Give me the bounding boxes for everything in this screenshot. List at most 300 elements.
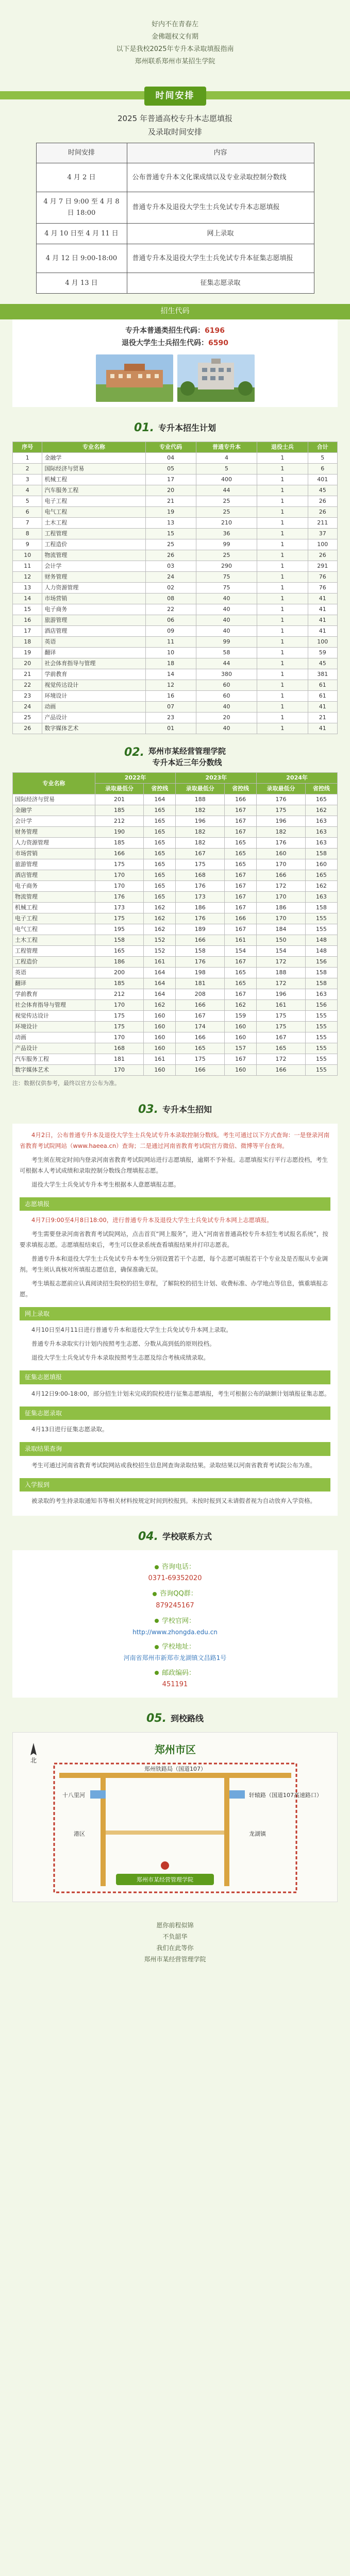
plan-cell: 12 [13,572,42,583]
scores-row [13,870,338,881]
scores-cell: 175 [257,805,306,816]
plan-cell: 旅游管理 [42,615,145,626]
scores-cell: 185 [95,805,144,816]
phone-label [20,1562,330,1573]
section-number: 03. [138,1103,158,1116]
contact-box [12,1550,338,1698]
scores-cell: 165 [225,968,257,978]
plan-cell: 1 [257,637,308,648]
scores-cell: 167 [257,1032,306,1043]
scores-cell: 166 [257,1065,306,1076]
scores-cell: 167 [176,1011,225,1022]
section-title: 学校联系方式 [162,1531,212,1541]
plan-cell: 40 [196,723,257,734]
policy-subheading: 录取结果查询 [20,1442,330,1455]
scores-cell: 会计学 [13,816,95,827]
scores-cell: 168 [95,1043,144,1054]
plan-cell: 电子商务 [42,604,145,615]
plan-cell: 381 [308,669,337,680]
scores-cell: 155 [305,1054,337,1065]
plan-cell: 41 [308,604,337,615]
scores-cell: 201 [95,794,144,805]
plan-cell: 08 [145,594,196,604]
scores-cell: 162 [144,903,176,913]
policy-paragraph: 考生填报志愿前应认真阅读招生院校的招生章程，了解院校的招生计划、收费标准、办学地点等信息，慎重填报志愿。 [20,1279,328,1298]
plan-cell: 金融学 [42,453,145,464]
scores-cell: 176 [176,957,225,968]
plan-cell: 20 [196,713,257,723]
schedule-time: 4 月 13 日 [36,273,127,294]
scores-row [13,805,338,816]
policy-subheading: 征集志愿录取 [20,1406,330,1420]
scores-cell: 170 [95,870,144,881]
scores-cell: 170 [95,881,144,892]
scores-cell: 165 [144,816,176,827]
scores-row [13,859,338,870]
plan-cell: 01 [145,723,196,734]
scores-cell: 175 [257,1022,306,1032]
schedule-row [36,273,314,294]
plan-cell: 3 [13,474,42,485]
qq-label [20,1588,330,1600]
plan-row [13,518,338,529]
plan-cell: 14 [13,594,42,604]
scores-cell: 166 [225,794,257,805]
schedule-content: 普通专升本及退役大学生士兵免试专升本志愿填报 [127,192,314,224]
scores-head-year: 2022年 [95,773,176,784]
plan-cell: 人力资源管理 [42,583,145,594]
plan-cell: 1 [257,518,308,529]
scores-cell: 148 [305,946,337,957]
plan-row [13,485,338,496]
scores-head-row [13,773,338,784]
scores-cell: 182 [176,805,225,816]
scores-cell: 160 [305,859,337,870]
plan-cell: 1 [257,702,308,713]
scores-cell: 189 [176,924,225,935]
scores-row [13,1011,338,1022]
plan-cell: 44 [196,485,257,496]
outro-line: 不负韶华 [162,1933,188,1941]
scores-cell: 175 [95,859,144,870]
scores-cell: 动画 [13,1032,95,1043]
scores-cell: 161 [144,1054,176,1065]
campus-photos [19,354,331,402]
road-top: 郑州铁路局（国道107） [144,1766,206,1773]
scores-cell: 168 [176,870,225,881]
scores-cell: 162 [305,805,337,816]
scores-cell: 208 [176,989,225,1000]
scores-cell: 155 [305,1022,337,1032]
scores-cell: 162 [305,881,337,892]
scores-cell: 198 [176,968,225,978]
plan-cell: 61 [308,680,337,691]
plan-cell: 5 [13,496,42,507]
scores-cell: 188 [257,968,306,978]
plan-row [13,637,338,648]
scores-cell: 186 [257,903,306,913]
plan-cell: 76 [308,583,337,594]
plan-cell: 41 [308,702,337,713]
scores-cell: 167 [225,870,257,881]
plan-cell: 09 [145,626,196,637]
schedule-time: 4 月 10 日至 4 月 11 日 [36,224,127,244]
policy-paragraph: 退役大学生士兵免试专升本考生根据本人意愿填报志愿。 [31,1180,180,1188]
plan-cell: 数字媒体艺术 [42,723,145,734]
plan-cell: 6 [308,464,337,474]
plan-row [13,626,338,637]
plan-col-header: 退役士兵 [257,442,308,453]
plan-cell: 5 [196,464,257,474]
scores-cell: 172 [257,957,306,968]
plan-cell: 1 [257,648,308,658]
scores-cell: 164 [144,978,176,989]
plan-cell: 工程造价 [42,539,145,550]
plan-cell: 41 [308,615,337,626]
scores-cell: 学前教育 [13,989,95,1000]
outro-block [0,1902,350,1988]
code-line [19,325,331,337]
section-number: 02. [124,746,144,759]
scores-cell: 212 [95,989,144,1000]
scores-cell: 165 [305,794,337,805]
plan-cell: 15 [13,604,42,615]
plan-cell: 45 [308,485,337,496]
scores-row [13,838,338,849]
scores-cell: 158 [305,903,337,913]
plan-row [13,604,338,615]
scores-cell: 166 [176,1000,225,1011]
scores-cell: 155 [305,924,337,935]
plan-cell: 4 [196,453,257,464]
scores-cell: 155 [305,913,337,924]
plan-cell: 40 [196,626,257,637]
policy-paragraph: 被录取的考生持录取通知书等相关材料按规定时间到校报到。未按时报到又未请假者视为自动放弃入学资格。 [31,1497,316,1504]
plan-cell: 401 [308,474,337,485]
scores-cell: 184 [257,924,306,935]
phone-value[interactable]: 0371-69352020 [148,1574,202,1583]
scores-row [13,1043,338,1054]
scores-cell: 166 [176,1065,225,1076]
section-title [148,745,226,768]
schedule-content: 公布普通专升本文化课成绩以及专业录取控制分数线 [127,163,314,192]
scores-cell: 167 [225,1054,257,1065]
plan-cell: 59 [308,648,337,658]
scores-cell: 165 [225,978,257,989]
scores-cell: 166 [95,849,144,859]
plan-row [13,680,338,691]
scores-cell: 163 [305,838,337,849]
scores-cell: 176 [95,892,144,903]
stop-b: 轩辕路（国道107高速路口） [249,1792,322,1799]
chat-icon [153,1592,157,1596]
plan-cell: 6 [13,507,42,518]
plan-cell: 03 [145,561,196,572]
plan-cell: 400 [196,474,257,485]
plan-cell: 210 [196,518,257,529]
plan-cell: 291 [308,561,337,572]
scores-cell: 167 [176,849,225,859]
section-title-line2: 专升本近三年分数线 [152,758,222,768]
site-label-text: 学校官网： [161,1617,195,1625]
scores-cell: 155 [305,1011,337,1022]
section-title: 到校路线 [170,1713,204,1723]
scores-cell: 160 [144,1022,176,1032]
postcode-label-text: 邮政编码： [161,1669,195,1677]
plan-cell: 02 [145,583,196,594]
scores-cell: 172 [257,881,306,892]
scores-cell: 163 [305,892,337,903]
scores-cell: 167 [225,989,257,1000]
plan-cell: 04 [145,453,196,464]
scores-cell: 174 [176,1022,225,1032]
schedule-time: 4 月 2 日 [36,163,127,192]
scores-cell: 212 [95,816,144,827]
policy-subheading: 志愿填报 [20,1197,330,1211]
plan-cell: 20 [145,485,196,496]
schedule-table [36,143,314,294]
section-number: 05. [146,1711,166,1725]
scores-cell: 196 [257,816,306,827]
scores-cell: 158 [305,849,337,859]
plan-cell: 1 [257,561,308,572]
scores-row [13,849,338,859]
scores-cell: 190 [95,827,144,838]
scores-cell: 162 [144,1000,176,1011]
scores-cell: 电子工程 [13,913,95,924]
scores-cell: 英语 [13,968,95,978]
scores-cell: 152 [144,946,176,957]
plan-cell: 1 [257,626,308,637]
plan-cell: 25 [196,507,257,518]
addr-value: 河南省郑州市新郑市龙湖镇文昌路1号 [123,1654,227,1662]
plan-cell: 41 [308,723,337,734]
plan-heading [0,418,350,437]
scores-cell: 165 [144,838,176,849]
scores-table-wrap [12,772,338,1076]
plan-table-wrap [12,442,338,734]
plan-cell: 26 [308,507,337,518]
scores-cell: 产品设计 [13,1043,95,1054]
policy-paragraph: 考生须在规定时间内登录河南省教育考试院网站进行志愿填报，逾期不予补报。志愿填报实行平行志愿投档，考生可根据本人考试成绩和录取控制分数线合理填报志愿。 [20,1156,328,1174]
plan-cell: 13 [145,518,196,529]
plan-row [13,723,338,734]
mail-icon [155,1671,159,1675]
plan-cell: 22 [13,680,42,691]
schedule-content: 网上录取 [127,224,314,244]
plan-cell: 22 [145,604,196,615]
globe-icon [155,1619,159,1623]
plan-col-header: 合计 [308,442,337,453]
outro-line: 愿你前程似锦 [156,1922,194,1929]
scores-cell: 164 [144,989,176,1000]
plan-row [13,702,338,713]
scores-cell: 167 [225,881,257,892]
scores-cell: 财务管理 [13,827,95,838]
plan-cell: 23 [145,713,196,723]
scores-cell: 环境设计 [13,1022,95,1032]
plan-cell: 1 [257,691,308,702]
site-link[interactable]: http://www.zhongda.edu.cn [132,1628,218,1636]
plan-row [13,529,338,539]
plan-cell: 1 [257,604,308,615]
plan-cell: 机械工程 [42,474,145,485]
plan-cell: 1 [257,723,308,734]
plan-cell: 40 [196,594,257,604]
scores-cell: 165 [257,1043,306,1054]
scores-cell: 167 [225,892,257,903]
scores-cell: 170 [95,1065,144,1076]
scores-cell: 160 [144,1032,176,1043]
scores-cell: 电子商务 [13,881,95,892]
scores-cell: 165 [176,1043,225,1054]
policy-paragraph: 4月12日9:00-18:00，部分招生计划未完成的院校进行征集志愿填报，考生可根据公布的缺额计划填报征集志愿。 [31,1389,330,1397]
scores-cell: 155 [305,1065,337,1076]
scores-cell: 视觉传达设计 [13,1011,95,1022]
plan-cell: 5 [308,453,337,464]
policy-paragraph: 4月10日至4月11日进行普通专升本和退役大学生士兵免试专升本网上录取。 [31,1326,232,1334]
scores-cell: 170 [95,1000,144,1011]
plan-row [13,648,338,658]
schedule-row [36,163,314,192]
plan-cell: 1 [257,669,308,680]
plan-row [13,539,338,550]
policy-paragraph: 4月2日，公布普通专升本及退役大学生士兵免试专升本录取控制分数线。考生可通过以下方式查询：一是登录河南省教育考试院网站（www.haeea.cn）查询；二是通过河南省教育考试院官方微信、微博等平台查询。 [20,1131,330,1149]
plan-cell: 40 [196,702,257,713]
scores-cell: 154 [225,946,257,957]
plan-body [13,453,338,734]
stop-d: 龙湖镇 [249,1831,266,1838]
scores-cell: 161 [144,957,176,968]
scores-cell: 182 [176,838,225,849]
plan-cell: 1 [257,583,308,594]
plan-col-header: 专业代码 [145,442,196,453]
section-number: 01. [134,421,154,435]
plan-cell: 学前教育 [42,669,145,680]
plan-cell: 产品设计 [42,713,145,723]
plan-cell: 1 [257,453,308,464]
plan-cell: 36 [196,529,257,539]
scores-cell: 175 [95,1011,144,1022]
scores-cell: 172 [257,1054,306,1065]
scores-cell: 165 [144,892,176,903]
plan-cell: 60 [196,691,257,702]
scores-cell: 154 [257,946,306,957]
scores-cell: 164 [144,968,176,978]
intro-block [0,0,350,81]
plan-cell: 25 [196,550,257,561]
compass-north: 北 [30,1757,37,1765]
scores-cell: 汽车服务工程 [13,1054,95,1065]
plan-cell: 26 [13,723,42,734]
code-line [19,337,331,349]
scores-cell: 旅游管理 [13,859,95,870]
scores-cell: 185 [95,978,144,989]
scores-table [12,772,338,1076]
plan-cell: 9 [13,539,42,550]
scores-cell: 人力资源管理 [13,838,95,849]
scores-cell: 186 [95,957,144,968]
scores-subhead: 省控线 [144,784,176,794]
policy-paragraph: 普通专升本和退役大学生士兵免试专升本考生分别设置若干个志愿，每个志愿可填报若干个专业及是否服从专业调剂。考生须认真核对所填报志愿信息，确保准确无误。 [20,1255,328,1273]
scores-cell: 175 [95,913,144,924]
scores-cell: 158 [176,946,225,957]
intro-line: 以下是我校2025年专升本录取填报指南 [116,45,234,53]
plan-cell: 100 [308,539,337,550]
plan-head-row [13,442,338,453]
policy-subheading: 征集志愿填报 [20,1370,330,1384]
schedule-title [0,112,350,139]
plan-cell: 19 [145,507,196,518]
schedule-row [36,244,314,273]
plan-cell: 18 [145,658,196,669]
scores-cell: 158 [305,978,337,989]
plan-cell: 25 [13,713,42,723]
map-title: 郑州市区 [155,1743,196,1756]
scores-row [13,913,338,924]
scores-cell: 185 [95,838,144,849]
outro-line: 我们在此等你 [156,1944,194,1952]
scores-cell: 186 [176,903,225,913]
scores-cell: 167 [225,827,257,838]
plan-cell: 1 [257,550,308,561]
scores-cell: 170 [257,892,306,903]
scores-cell: 160 [144,1011,176,1022]
plan-cell: 1 [257,485,308,496]
plan-cell: 16 [145,691,196,702]
scores-cell: 162 [225,1000,257,1011]
plan-cell: 58 [196,648,257,658]
plan-cell: 英语 [42,637,145,648]
scores-cell: 电气工程 [13,924,95,935]
scores-row [13,1054,338,1065]
scores-cell: 165 [144,827,176,838]
plan-cell: 1 [13,453,42,464]
plan-cell: 会计学 [42,561,145,572]
plan-cell: 7 [13,518,42,529]
scores-cell: 173 [176,892,225,903]
scores-row [13,935,338,946]
plan-row [13,496,338,507]
policy-paragraph: 4月7日9:00至4月8日18:00，进行普通专升本及退役大学生士兵免试专升本网上志愿填报。 [31,1216,273,1224]
plan-cell: 1 [257,713,308,723]
scores-cell: 工程管理 [13,946,95,957]
plan-cell: 1 [257,572,308,583]
scores-cell: 166 [176,935,225,946]
scores-cell: 160 [225,1065,257,1076]
plan-cell: 99 [196,539,257,550]
plan-cell: 1 [257,594,308,604]
route-map-graphic [13,1733,337,1902]
postcode-value: 451191 [162,1680,188,1688]
plan-row [13,615,338,626]
scores-row [13,946,338,957]
schedule-row [36,192,314,224]
policy-paragraph: 退役大学生士兵免试专升本录取按照考生志愿及综合考核成绩录取。 [31,1354,209,1362]
plan-col-header: 序号 [13,442,42,453]
plan-cell: 211 [308,518,337,529]
plan-cell: 45 [308,658,337,669]
intro-line: 郑州联系郑州市某招生学院 [135,58,215,65]
scores-subhead: 省控线 [305,784,337,794]
plan-row [13,583,338,594]
scores-cell: 162 [144,913,176,924]
scores-cell: 160 [225,1032,257,1043]
scores-cell: 172 [257,978,306,989]
schedule-title-line2: 及录取时间安排 [147,127,202,137]
scores-cell: 数字媒体艺术 [13,1065,95,1076]
plan-row [13,464,338,474]
